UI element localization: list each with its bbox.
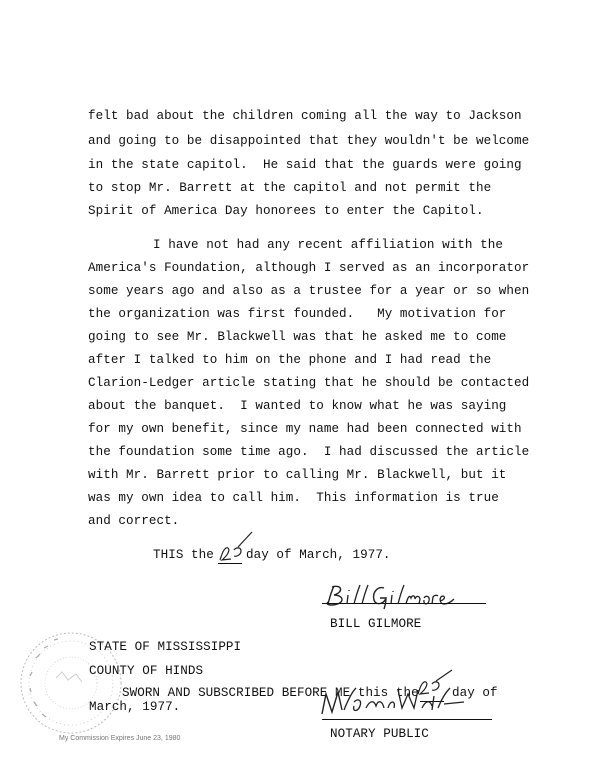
body-line: to stop Mr. Barrett at the capitol and not permit the — [88, 181, 492, 195]
body-line: Clarion-Ledger article stating that he should be contacted — [88, 376, 530, 390]
body-line: and correct. — [88, 514, 180, 528]
body-line: Spirit of America Day honorees to enter the Capitol. — [88, 204, 484, 218]
body-line: after I talked to him on the phone and I had read the — [88, 353, 492, 367]
body-line: in the state capitol. He said that the guards were going — [88, 158, 522, 172]
notary-signature-line — [322, 719, 492, 720]
body-line: was my own idea to call him. This information is true — [88, 491, 499, 505]
body-line: the organization was first founded. My motivation for — [88, 307, 507, 321]
notary-month-year: March, 1977. — [89, 700, 181, 714]
notary-signature-handwritten — [318, 682, 468, 718]
body-line: I have not had any recent affiliation with the — [153, 238, 503, 252]
body-line: with Mr. Barrett prior to calling Mr. Blackwell, but it — [88, 468, 507, 482]
signer-printed-name: BILL GILMORE — [330, 617, 422, 631]
notary-state: STATE OF MISSISSIPPI — [89, 640, 242, 654]
commission-expires: My Commission Expires June 23, 1980 — [59, 735, 181, 742]
dating-suffix: day of March, 1977. — [246, 548, 391, 562]
body-line: going to see Mr. Blackwell was that he asked me to come — [88, 330, 507, 344]
notary-county: COUNTY OF HINDS — [89, 664, 204, 678]
body-line: for my own benefit, since my name had been connected with — [88, 422, 522, 436]
signature-handwritten — [322, 582, 462, 612]
body-line: the foundation some time ago. I had discussed the article — [88, 445, 530, 459]
body-line: and going to be disappointed that they wouldn't be welcome — [88, 134, 530, 148]
dating-day-blank — [218, 563, 242, 564]
body-line: America's Foundation, although I served as an incorporator — [88, 261, 530, 275]
body-line: felt bad about the children coming all the way to Jackson — [88, 109, 522, 123]
notary-public-label: NOTARY PUBLIC — [330, 727, 429, 741]
dating-prefix: THIS the — [153, 548, 214, 562]
body-line: about the banquet. I wanted to know what he was saying — [88, 399, 507, 413]
notary-sworn: SWORN AND SUBSCRIBED BEFORE ME this the — [122, 686, 419, 700]
body-line: some years ago and also as a trustee for a year or so when — [88, 284, 530, 298]
notary-day-of: day of — [452, 686, 498, 700]
signature-line — [322, 603, 486, 604]
